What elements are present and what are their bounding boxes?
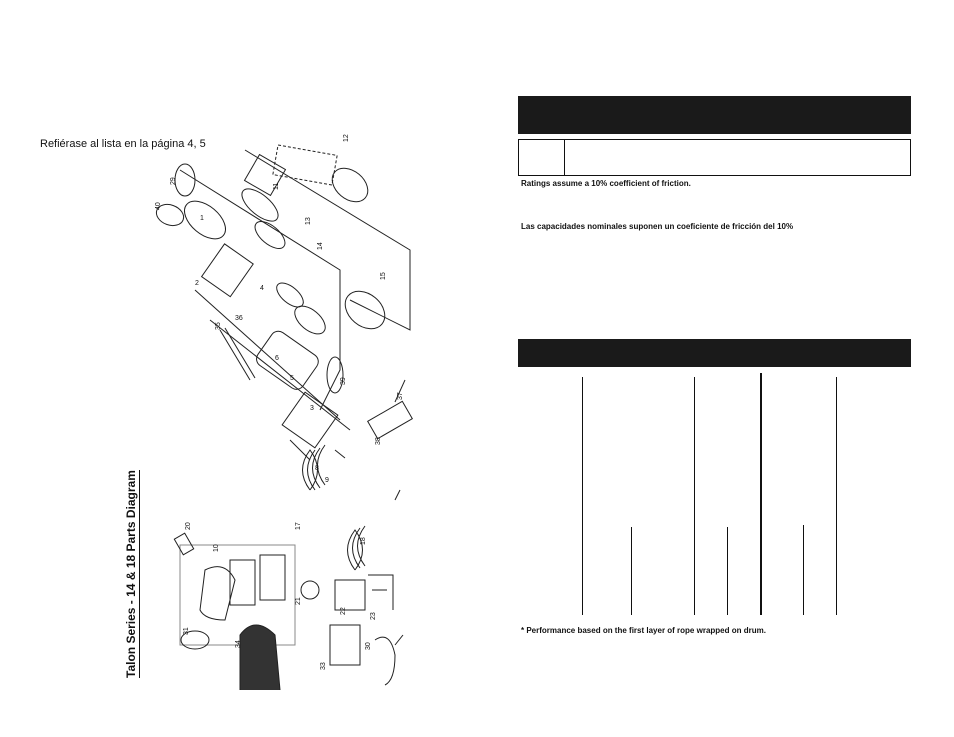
svg-text:14: 14 [317,242,324,250]
svg-text:37: 37 [397,392,404,400]
svg-text:15: 15 [380,272,387,280]
svg-text:17: 17 [295,522,302,530]
table-divider [694,377,695,615]
svg-text:3: 3 [310,405,314,412]
specs-info-box [518,139,911,176]
svg-text:1: 1 [200,215,204,222]
performance-note: * Performance based on the first layer of rope wrapped on drum. [521,626,766,635]
diagram-title: Talon Series - 14 & 18 Parts Diagram [124,470,138,678]
svg-text:36: 36 [235,315,243,322]
svg-text:34: 34 [235,640,242,648]
svg-text:35: 35 [215,322,222,330]
svg-text:18: 18 [360,537,367,545]
svg-text:33: 33 [320,662,327,670]
specs-header-bar [518,96,911,134]
reference-note: Refiérase al lista en la página 4, 5 [40,138,206,150]
table-divider [631,527,632,615]
info-box-divider [564,140,565,175]
svg-text:4: 4 [260,285,264,292]
table-divider [727,527,728,615]
ratings-note-en: Ratings assume a 10% coefficient of friction. [521,179,691,188]
svg-text:21: 21 [295,597,302,605]
table-divider [803,525,804,615]
svg-text:40: 40 [155,202,162,210]
table-divider [760,373,762,615]
svg-text:10: 10 [213,544,220,552]
svg-text:13: 13 [305,217,312,225]
svg-text:2: 2 [195,280,199,287]
svg-text:9: 9 [325,477,329,484]
ratings-note-es: Las capacidades nominales suponen un coeficiente de fricción del 10% [521,222,794,231]
svg-text:22: 22 [340,607,347,615]
table-divider [582,377,583,615]
svg-text:39: 39 [340,377,347,385]
svg-text:30: 30 [365,642,372,650]
svg-text:5: 5 [290,375,294,382]
svg-text:31: 31 [183,627,190,635]
svg-text:38: 38 [375,437,382,445]
svg-text:23: 23 [370,612,377,620]
svg-text:6: 6 [275,355,279,362]
svg-text:8: 8 [315,465,319,472]
svg-text:12: 12 [343,134,350,142]
svg-text:11: 11 [273,182,280,190]
table-divider [836,377,837,615]
svg-text:20: 20 [185,522,192,530]
svg-text:29: 29 [170,177,177,185]
performance-header-bar [518,339,911,367]
parts-diagram [110,130,450,690]
